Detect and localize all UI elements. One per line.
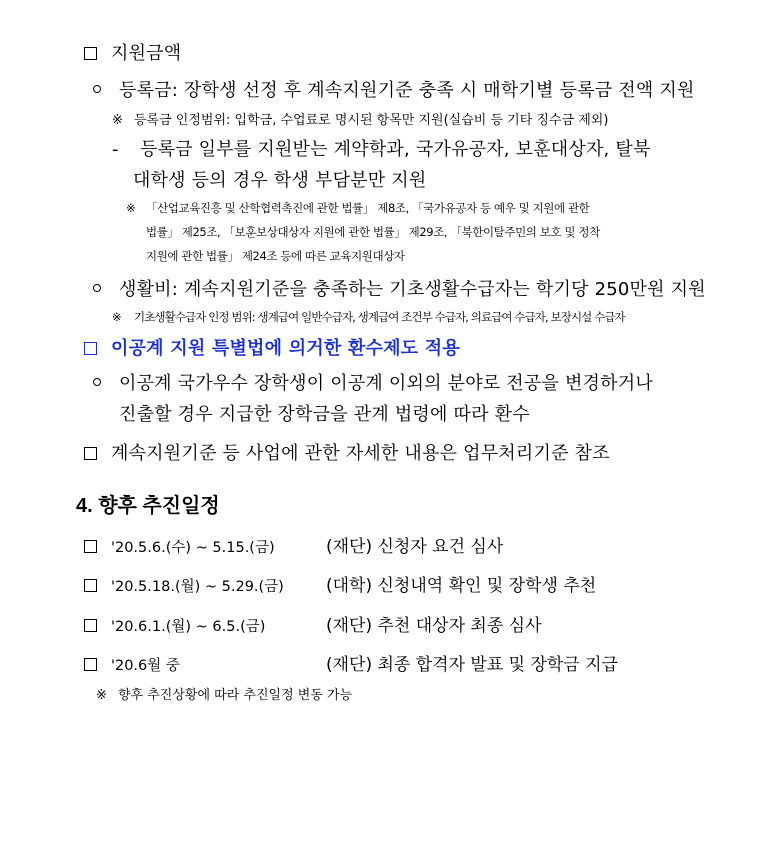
schedule-heading: 4. 향후 추진일정 <box>76 495 220 517</box>
circle-bullet-icon <box>93 284 101 292</box>
support-amount-heading: 지원금액 <box>84 45 181 63</box>
living-note: ※ 기초생활수급자 인정 범위: 생계급여 일반수급자, 생계급여 조건부 수급자, 의료급여 수급자, 보장시설 수급자 <box>112 310 625 324</box>
schedule-row: '20.5.18.(월) ~ 5.29.(금) (대학) 신청내역 확인 및 장학생 추천 <box>84 578 596 595</box>
schedule-note: ※ 향후 추진상황에 따라 추진일정 변동 가능 <box>96 688 353 703</box>
law-note-line3: 지원에 관한 법률」 제24조 등에 따른 교육지원대상자 <box>146 249 405 263</box>
tuition-partial-line1: - 등록금 일부를 지원받는 계약학과, 국가유공자, 보훈대상자, 탈북 <box>112 139 651 160</box>
checkbox-bullet-icon <box>84 658 97 671</box>
refund-heading: 이공계 지원 특별법에 의거한 환수제도 적용 <box>84 340 460 358</box>
checkbox-bullet-icon <box>84 579 97 592</box>
tuition-item: 등록금: 장학생 선정 후 계속지원기준 충족 시 매학기별 등록금 전액 지원 <box>93 82 695 100</box>
circle-bullet-icon <box>93 85 101 93</box>
refund-line1: 이공계 국가우수 장학생이 이공계 이외의 분야로 전공을 변경하거나 <box>93 375 653 393</box>
reference-line: 계속지원기준 등 사업에 관한 자세한 내용은 업무처리기준 참조 <box>84 445 610 463</box>
checkbox-bullet-icon <box>84 47 97 60</box>
checkbox-bullet-icon <box>84 540 97 553</box>
checkbox-bullet-icon <box>84 342 97 355</box>
tuition-partial-line2: 대학생 등의 경우 학생 부담분만 지원 <box>133 170 427 191</box>
refund-line2: 진출할 경우 지급한 장학금을 관계 법령에 따라 환수 <box>119 404 530 425</box>
schedule-row: '20.6월 중 (재단) 최종 합격자 발표 및 장학금 지급 <box>84 657 618 674</box>
tuition-note: ※ 등록금 인정범위: 입학금, 수업료로 명시된 항목만 지원(실습비 등 기타 징수금 제외) <box>112 113 609 128</box>
living-item: 생활비: 계속지원기준을 충족하는 기초생활수급자는 학기당 250만원 지원 <box>93 281 706 299</box>
schedule-row: '20.6.1.(월) ~ 6.5.(금) (재단) 추천 대상자 최종 심사 <box>84 618 542 635</box>
schedule-row: '20.5.6.(수) ~ 5.15.(금) (재단) 신청자 요건 심사 <box>84 539 503 556</box>
circle-bullet-icon <box>93 378 101 386</box>
checkbox-bullet-icon <box>84 447 97 460</box>
law-note-line2: 법률」 제25조, 「보훈보상대상자 지원에 관한 법률」 제29조, 「북한이탈주민의 보호 및 정착 <box>146 225 600 239</box>
checkbox-bullet-icon <box>84 619 97 632</box>
law-note-line1: ※ 「산업교육진흥 및 산학협력촉진에 관한 법률」 제8조, 「국가유공자 등 예우 및 지원에 관한 <box>126 201 590 215</box>
